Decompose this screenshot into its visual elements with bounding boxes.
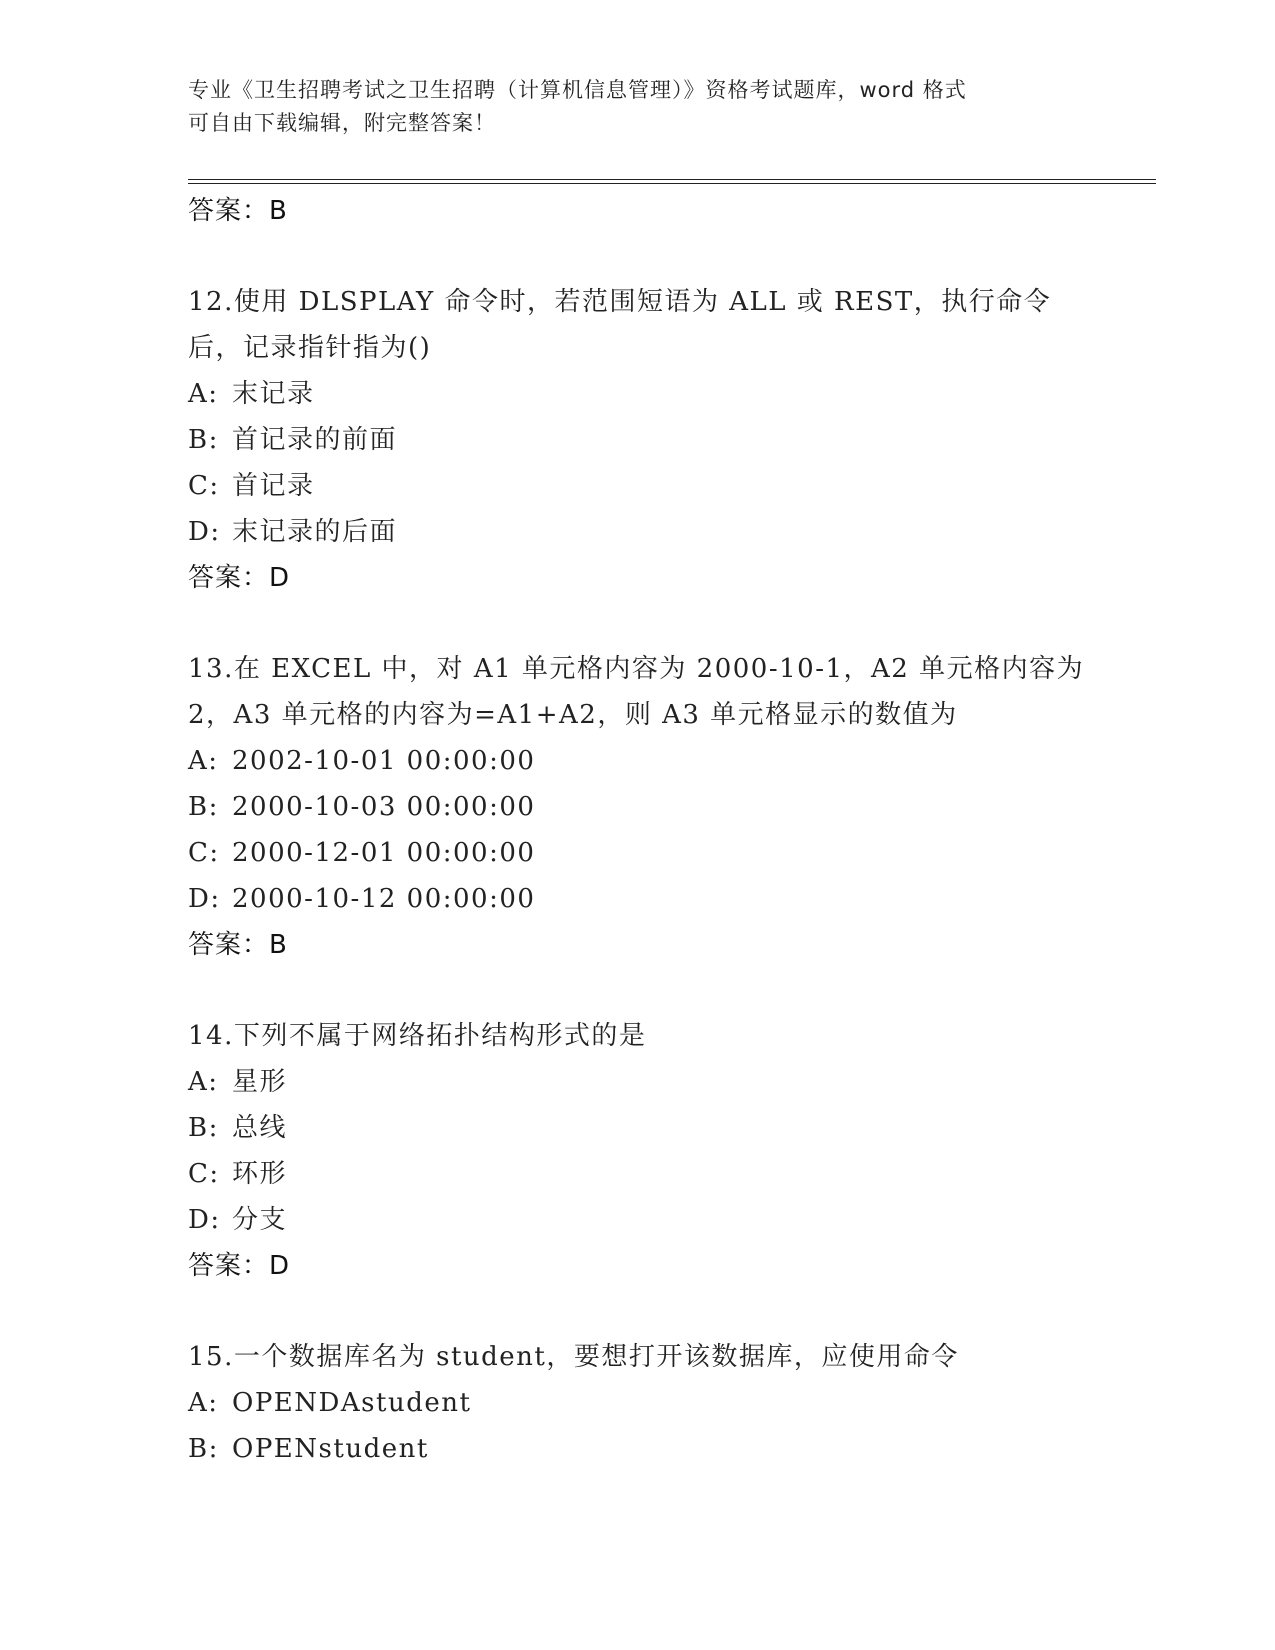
answer-line: 答案：D xyxy=(188,1251,291,1281)
option-d xyxy=(188,876,1148,922)
option-a xyxy=(188,371,1148,417)
option-text: 首记录 xyxy=(232,471,315,501)
option-key: B: xyxy=(188,1434,219,1464)
option-c xyxy=(188,1151,1148,1197)
option-text: 2000-10-03 00:00:00 xyxy=(232,792,536,822)
option-a xyxy=(188,1059,1148,1105)
question-item xyxy=(188,1013,1148,1289)
question-stem: 12.使用 DLSPLAY 命令时，若范围短语为 ALL 或 REST，执行命令后，记录指针指为() xyxy=(188,287,1052,363)
question-stem: 14.下列不属于网络拓扑结构形式的是 xyxy=(188,1021,647,1051)
option-c xyxy=(188,830,1148,876)
question-item xyxy=(188,646,1148,968)
document-header xyxy=(188,74,1088,140)
option-c xyxy=(188,463,1148,509)
option-key: C: xyxy=(188,838,220,868)
option-text: 末记录的后面 xyxy=(232,517,398,547)
header-line-2: 可自由下载编辑，附完整答案！ xyxy=(188,111,496,135)
option-b xyxy=(188,417,1148,463)
option-key: D: xyxy=(188,517,221,547)
option-text: 2000-12-01 00:00:00 xyxy=(232,838,536,868)
question-stem: 13.在 EXCEL 中，对 A1 单元格内容为 2000-10-1，A2 单元格内容为 2，A3 单元格的内容为=A1+A2，则 A3 单元格显示的数值为 xyxy=(188,654,1085,730)
option-key: A: xyxy=(188,746,219,776)
question-item xyxy=(188,279,1148,601)
option-d xyxy=(188,509,1148,555)
question-stem: 15.一个数据库名为 student，要想打开该数据库，应使用命令 xyxy=(188,1342,959,1372)
option-key: C: xyxy=(188,1159,220,1189)
option-text: 首记录的前面 xyxy=(232,425,398,455)
option-text: 环形 xyxy=(232,1159,288,1189)
option-text: 末记录 xyxy=(232,379,315,409)
option-text: 分支 xyxy=(232,1205,288,1235)
option-text: 2002-10-01 00:00:00 xyxy=(232,746,536,776)
option-text: OPENDAstudent xyxy=(232,1388,472,1418)
previous-answer: 答案：B xyxy=(188,196,288,226)
option-text: 2000-10-12 00:00:00 xyxy=(232,884,536,914)
option-key: B: xyxy=(188,792,219,822)
option-d xyxy=(188,1197,1148,1243)
option-b xyxy=(188,784,1148,830)
option-key: C: xyxy=(188,471,220,501)
option-key: D: xyxy=(188,1205,221,1235)
header-divider-bottom xyxy=(188,183,1156,184)
header-divider-top xyxy=(188,179,1156,180)
option-a xyxy=(188,738,1148,784)
option-b xyxy=(188,1426,1148,1472)
option-key: A: xyxy=(188,1067,219,1097)
option-text: OPENstudent xyxy=(232,1434,429,1464)
question-list xyxy=(188,188,1148,1517)
option-text: 总线 xyxy=(232,1113,288,1143)
option-a xyxy=(188,1380,1148,1426)
answer-line: 答案：D xyxy=(188,563,291,593)
option-text: 星形 xyxy=(232,1067,288,1097)
question-item xyxy=(188,1334,1148,1472)
option-b xyxy=(188,1105,1148,1151)
option-key: D: xyxy=(188,884,221,914)
header-line-1: 专业《卫生招聘考试之卫生招聘（计算机信息管理）》资格考试题库，word 格式 xyxy=(188,78,967,102)
option-key: A: xyxy=(188,1388,219,1418)
option-key: B: xyxy=(188,1113,219,1143)
answer-line: 答案：B xyxy=(188,930,288,960)
option-key: A: xyxy=(188,379,219,409)
option-key: B: xyxy=(188,425,219,455)
